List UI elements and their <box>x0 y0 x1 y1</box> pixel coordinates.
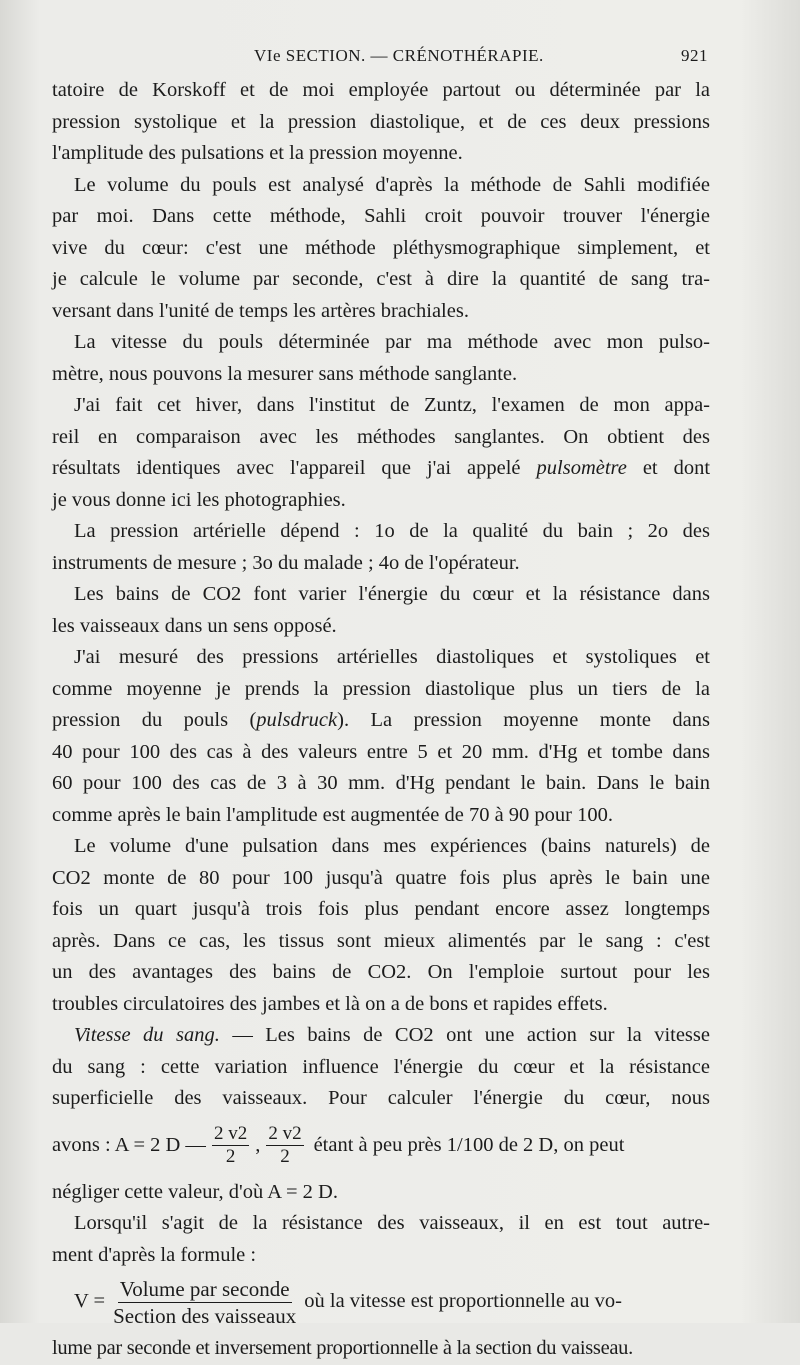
text-line: fois un quart jusqu'à trois fois plus pendant encore assez longtemps <box>52 898 710 920</box>
fraction <box>111 1276 298 1329</box>
fraction-numerator: Volume par seconde <box>119 1276 290 1301</box>
energy-formula-line <box>52 1115 710 1177</box>
text-line: reil en comparaison avec les méthodes sanglantes. On obtient des <box>52 425 710 448</box>
text-line: J'ai fait cet hiver, dans l'institut de Zuntz, l'examen de mon appa- <box>74 394 710 416</box>
text-line: La pression artérielle dépend : 1o de la qualité du bain ; 2o des <box>74 520 710 542</box>
text-fragment: où la vitesse est proportionnelle au vo- <box>304 1290 622 1313</box>
text-line: Lorsqu'il s'agit de la résistance des vaisseaux, il en est tout autre- <box>74 1212 710 1234</box>
text-line: du sang : cette variation influence l'énergie du cœur et la résistance <box>52 1055 710 1078</box>
text-line: vive du cœur: c'est une méthode pléthysmographique simplement, et <box>52 236 710 259</box>
body-text <box>52 75 710 1365</box>
text-line <box>52 453 710 485</box>
text-line: Le volume d'une pulsation dans mes expériences (bains naturels) de <box>74 835 710 857</box>
text-line: pression systolique et la pression diastolique, et de ces deux pressions <box>52 110 710 133</box>
fraction-denominator: 2 <box>280 1146 290 1167</box>
text-line: ment d'après la formule : <box>52 1243 257 1266</box>
text-line <box>52 1020 710 1052</box>
text-fragment: étant à peu près 1/100 de 2 D, on peut <box>313 1133 625 1156</box>
section-title: VIe SECTION. — CRÉNOTHÉRAPIE. <box>254 46 544 65</box>
fraction-denominator: 2 <box>225 1146 236 1167</box>
text-line: J'ai mesuré des pressions artérielles diastoliques et systoliques et <box>74 646 710 668</box>
text-line: CO2 monte de 80 pour 100 jusqu'à quatre fois plus après le bain une <box>52 866 710 889</box>
text-line: après. Dans ce cas, les tissus sont mieux alimentés par le sang : c'est <box>52 929 710 952</box>
velocity-formula-line <box>52 1271 710 1333</box>
fraction <box>266 1123 303 1168</box>
fraction-denominator: Section des vaisseaux <box>113 1303 297 1328</box>
italic-term: pulsdruck <box>256 709 338 731</box>
running-header <box>58 46 708 74</box>
text-line: je calcule le volume par seconde, c'est à dire la quantité de sang tra- <box>52 268 710 290</box>
text-line: versant dans l'unité de temps les artères brachiales. <box>52 299 469 322</box>
text-line: comme moyenne je prends la pression diastolique plus un tiers de la <box>52 677 710 700</box>
italic-term: pulsomètre <box>536 457 627 479</box>
text-line: instruments de mesure ; 3o du malade ; 4o de l'opérateur. <box>52 551 520 574</box>
text-line: mètre, nous pouvons la mesurer sans méthode sanglante. <box>52 362 518 385</box>
text-line: l'amplitude des pulsations et la pression moyenne. <box>52 142 463 164</box>
text-fragment: , <box>255 1133 261 1156</box>
text-line: superficielle des vaisseaux. Pour calculer l'énergie du cœur, nous <box>52 1087 710 1109</box>
italic-heading: Vitesse du sang. <box>74 1024 220 1046</box>
fraction <box>212 1123 249 1168</box>
text-line: négliger cette valeur, d'où A = 2 D. <box>52 1180 338 1203</box>
text-line: 60 pour 100 des cas de 3 à 30 mm. d'Hg pendant le bain. Dans le bain <box>52 772 710 794</box>
text-line: Les bains de CO2 font varier l'énergie du cœur et la résistance dans <box>74 583 710 605</box>
text-fragment: résultats identiques avec l'appareil que j'ai appelé <box>52 457 521 479</box>
text-line: je vous donne ici les photographies. <box>52 488 346 511</box>
text-fragment: pression du pouls ( <box>52 709 257 731</box>
text-line: lume par seconde et inversement proportionnelle à la section du vaisseau. <box>52 1337 633 1359</box>
text-line: les vaisseaux dans un sens opposé. <box>52 614 337 637</box>
text-line: Le volume du pouls est analysé d'après la méthode de Sahli modifiée <box>74 173 710 196</box>
page-number: 921 <box>681 46 708 65</box>
text-fragment: avons : A = 2 D — <box>52 1133 206 1156</box>
text-line: troubles circulatoires des jambes et là on a de bons et rapides effets. <box>52 992 608 1015</box>
fraction-numerator: 2 v2 <box>213 1123 248 1144</box>
text-line: comme après le bain l'amplitude est augmentée de 70 à 90 pour 100. <box>52 803 614 826</box>
fraction-numerator: 2 v2 <box>268 1123 302 1144</box>
text-fragment: et dont <box>642 457 711 479</box>
text-line: un des avantages des bains de CO2. On l'emploie surtout pour les <box>52 961 710 983</box>
text-fragment: V = <box>74 1290 106 1313</box>
text-line: par moi. Dans cette méthode, Sahli croit pouvoir trouver l'énergie <box>52 205 710 227</box>
text-line <box>52 705 710 737</box>
text-fragment: — Les bains de CO2 ont une action sur la vitesse <box>219 1024 710 1046</box>
text-fragment: ). La pression moyenne monte dans <box>337 709 711 731</box>
text-line: La vitesse du pouls déterminée par ma méthode avec mon pulso- <box>74 331 710 353</box>
text-line: tatoire de Korskoff et de moi employée partout ou déterminée par la <box>52 79 710 101</box>
text-line: 40 pour 100 des cas à des valeurs entre 5 et 20 mm. d'Hg et tombe dans <box>52 740 710 763</box>
